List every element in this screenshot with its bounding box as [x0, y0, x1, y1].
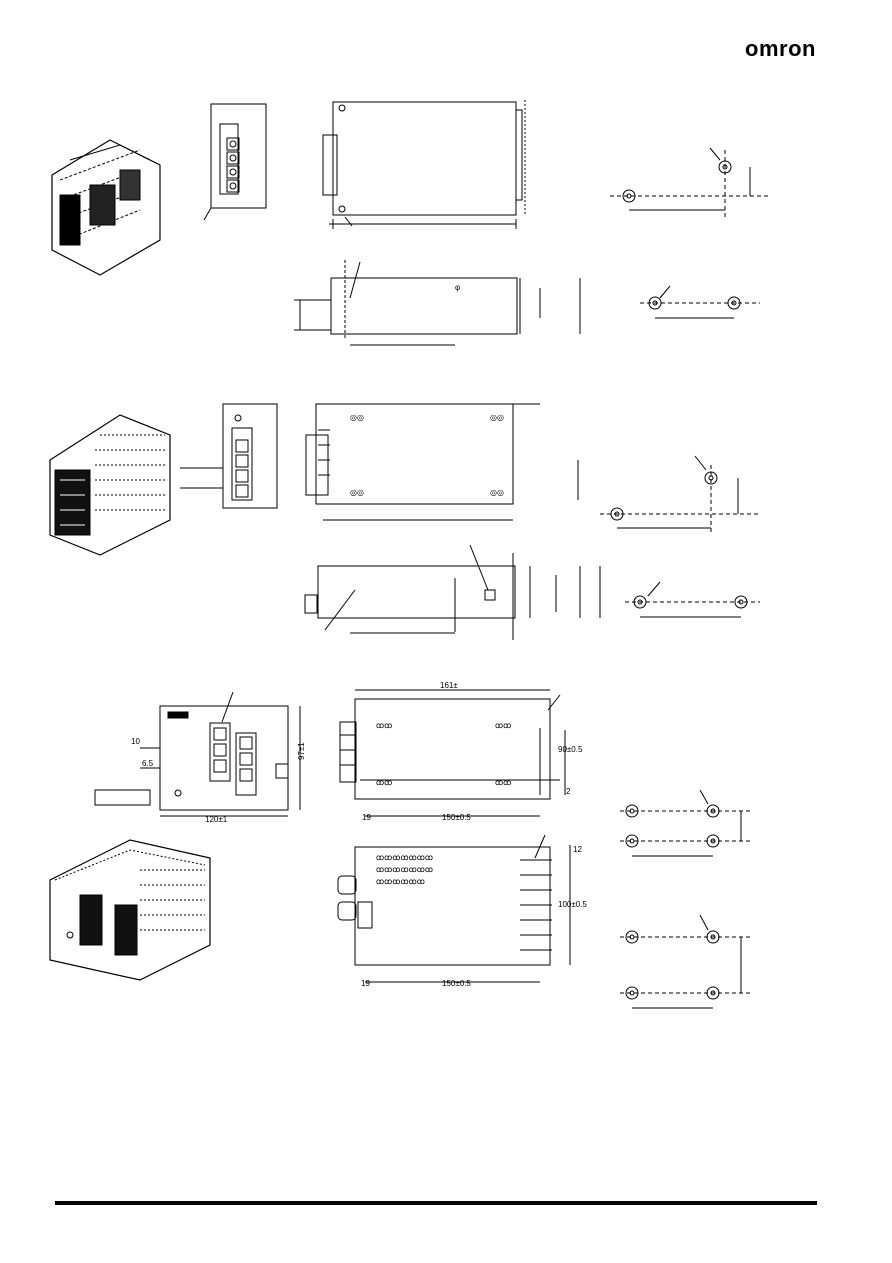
drawing-3-front-view [95, 692, 300, 816]
drawing-3-top-view [340, 690, 565, 816]
svg-text:◎◎: ◎◎ [350, 413, 364, 422]
svg-text:ꝏꝏꝏꝏꝏꝏ: ꝏꝏꝏꝏꝏꝏ [376, 877, 425, 886]
svg-text:ꝏꝏ: ꝏꝏ [495, 778, 512, 787]
svg-text:ꝏꝏꝏꝏꝏꝏꝏ: ꝏꝏꝏꝏꝏꝏꝏ [376, 865, 434, 874]
dim-edge: 2 [566, 787, 571, 796]
svg-text:◎◎: ◎◎ [490, 413, 504, 422]
product-photo-1 [52, 140, 160, 275]
drawing-1-top-view [323, 100, 525, 229]
mount-holes-2a [600, 456, 760, 535]
dim-height: 97±1 [297, 742, 306, 760]
omron-logo: omron [745, 36, 816, 61]
footer-rule [55, 1201, 817, 1205]
drawing-3-bottom-view [338, 835, 570, 982]
mount-holes-3a [620, 790, 750, 856]
svg-text:φ: φ [455, 283, 461, 292]
dim-top-length: 161± [440, 681, 458, 690]
product-photo-2 [50, 415, 170, 555]
svg-text:◎◎: ◎◎ [490, 488, 504, 497]
svg-text:ꝏꝏ: ꝏꝏ [495, 721, 512, 730]
drawing-1-bottom-view [294, 260, 580, 345]
dim-left-19: 19 [362, 813, 371, 822]
svg-text:ꝏꝏꝏꝏꝏꝏꝏ: ꝏꝏꝏꝏꝏꝏꝏ [376, 853, 434, 862]
dim-front-width: 120±1 [205, 815, 228, 824]
mount-holes-3b [620, 915, 750, 1008]
dim-side-height: 90±0.5 [558, 745, 583, 754]
dim-bottom-span: 150±0.5 [442, 979, 471, 988]
dim-bottom-12: 12 [573, 845, 582, 854]
drawing-2-top-view [306, 404, 578, 520]
mount-holes-2b [625, 582, 760, 617]
mount-holes-1b [640, 286, 760, 318]
drawing-2-bottom-view [305, 545, 600, 640]
drawing-2-side-view [180, 404, 277, 508]
dim-mount-span: 150±0.5 [442, 813, 471, 822]
dim-bottom-19: 19 [361, 979, 370, 988]
svg-text:◎◎: ◎◎ [350, 488, 364, 497]
svg-text:ꝏꝏ: ꝏꝏ [376, 778, 393, 787]
drawing-1-side-view [204, 104, 266, 220]
dim-offset-2: 6.5 [142, 759, 154, 768]
mount-holes-1a [610, 148, 770, 220]
svg-text:ꝏꝏ: ꝏꝏ [376, 721, 393, 730]
dim-offset-1: 10 [131, 737, 140, 746]
product-photo-3 [50, 840, 210, 980]
dim-bottom-height: 100±0.5 [558, 900, 587, 909]
